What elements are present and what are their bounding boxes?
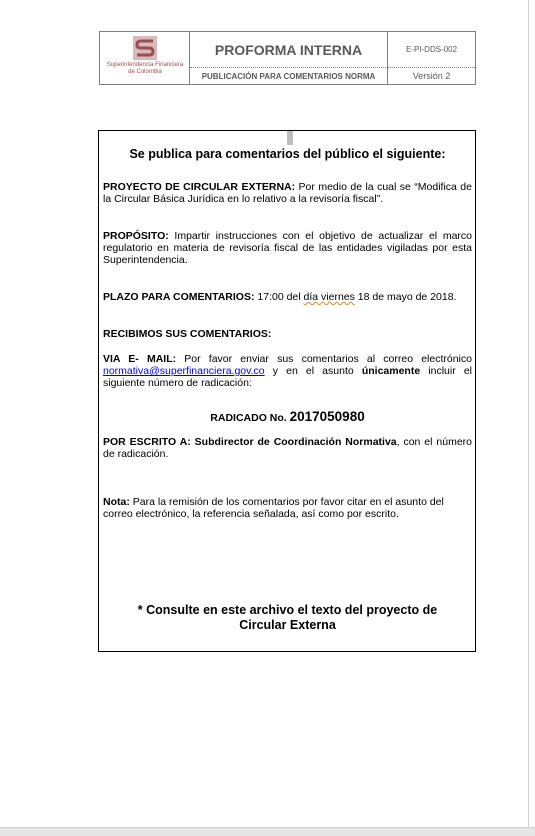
proposito-paragraph [103,230,472,266]
plazo-pre: 17:00 del [254,291,304,303]
intro-heading: Se publica para comentarios del público el siguiente: [129,147,446,161]
text-cursor-marker [287,131,293,145]
radicado-number: 2017050980 [289,409,365,424]
logo-text [100,62,190,76]
document-version: Versión 2 [412,71,451,81]
plazo-flagged-text: día viernes [303,291,355,303]
nota-label: Nota: [103,496,130,508]
escrito-paragraph [103,436,472,460]
proyecto-label: PROYECTO DE CIRCULAR EXTERNA: [103,181,296,193]
logo-icon [133,36,157,60]
nota-text: Para la remisión de los comentarios por favor citar en el asunto del correo electrónico, la referencia señalada, así como por escrito. [103,496,444,520]
email-link[interactable]: normativa@superfinanciera.gov.co [103,365,265,377]
plazo-paragraph [103,291,472,303]
content-box [98,130,476,652]
logo-text-line-1: Superintendencia Financiera [106,62,184,68]
via-label: VIA E- MAIL: [103,353,177,365]
proposito-text: Impartir instrucciones con el objetivo de actualizar el marco regulatorio en materia de revisoría fiscal de las entidades vigiladas por esta Superintendencia. [103,230,472,266]
radicado-line [103,409,472,426]
proposito-label: PROPÓSITO: [103,230,169,242]
via-bold-word: únicamente [361,365,421,377]
via-text-3: incluir el siguiente número de radicación: [103,365,473,389]
nota-paragraph [103,496,472,520]
escrito-text: , con el número de radicación. [103,436,472,460]
document-header [99,31,476,85]
via-text-2: y en el asunto [264,365,362,377]
header-title: PROFORMA INTERNA [190,32,388,68]
via-email-paragraph [103,353,472,389]
consulte-line-2: Circular Externa [239,618,336,632]
radicado-label: RADICADO No. [210,412,290,424]
proyecto-paragraph [103,181,472,205]
header-subtitle: PUBLICACIÓN PARA COMENTARIOS NORMA [190,68,388,84]
recibimos-heading: RECIBIMOS SUS COMENTARIOS: [103,328,272,340]
page-edge [528,0,529,827]
escrito-label: POR ESCRITO A: Subdirector de Coordinación Normativa [103,436,397,448]
plazo-post: 18 de mayo de 2018. [354,291,457,303]
document-code: E-PI-DDS-002 [388,32,475,68]
consulte-line-1: * Consulte en este archivo el texto del proyecto de [137,603,438,617]
logo-text-line-2: de Colombia [128,69,162,75]
plazo-label: PLAZO PARA COMENTARIOS: [103,291,255,303]
via-text-1: Por favor enviar sus comentarios al correo electrónico [176,353,472,365]
logo-cell [100,32,190,84]
consulte-note [103,603,472,633]
proyecto-text: Por medio de la cual se “Modifica de la Circular Básica Jurídica en lo relativo a la revisoría fiscal”. [103,181,472,205]
